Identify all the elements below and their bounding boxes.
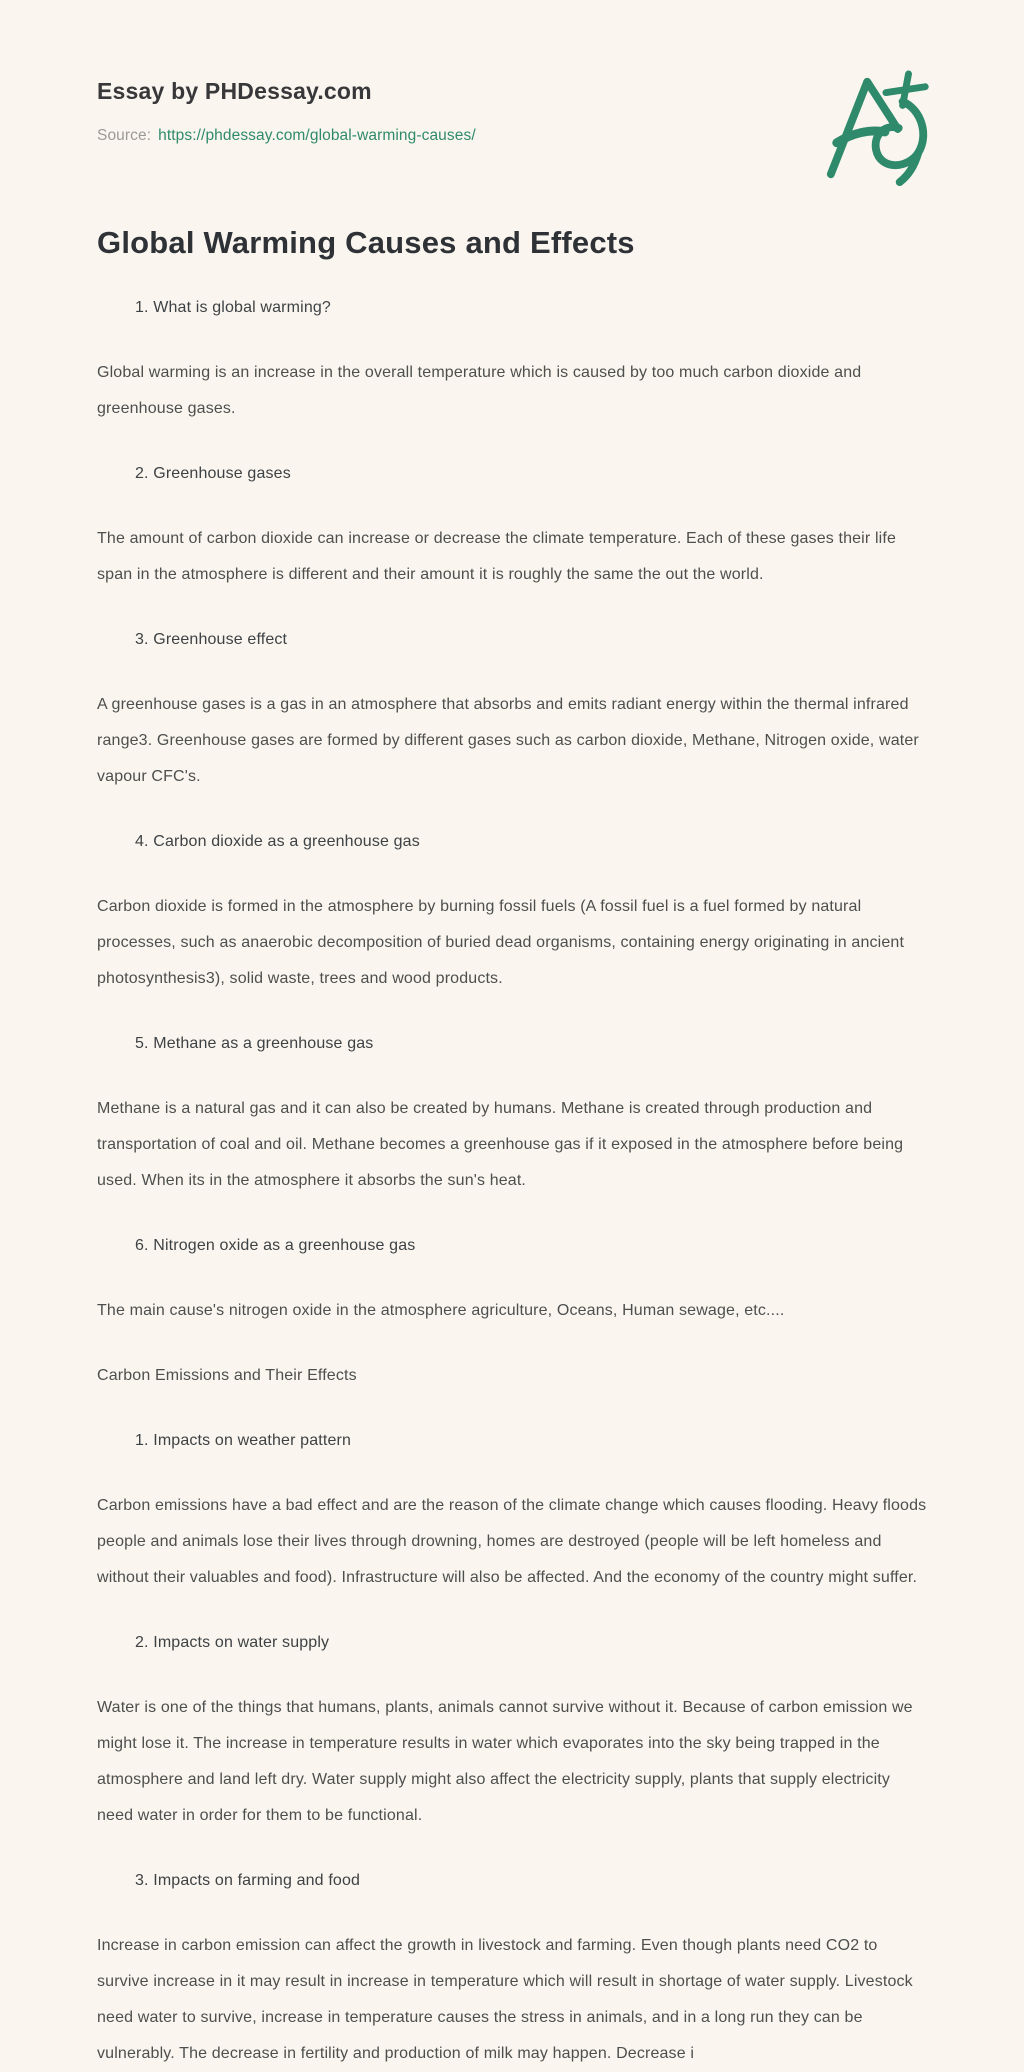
paragraph: Methane is a natural gas and it can also be created by humans. Methane is created through production and transportation of coal and oil. Methane becomes a greenhouse gas if it exposed in the atmosphere before being used. When its in the atmosphere it absorbs the sun's heat. [97, 1100, 904, 1189]
section-heading: 5. Methane as a greenhouse gas [135, 1035, 374, 1052]
source-line [97, 127, 927, 145]
section-heading: 3. Impacts on farming and food [135, 1872, 361, 1889]
paragraph: The main cause's nitrogen oxide in the atmosphere agriculture, Oceans, Human sewage, etc.... [97, 1302, 785, 1319]
header-title: Essay by PHDessay.com [97, 78, 372, 104]
source-label: Source: [97, 127, 152, 144]
section-heading: 2. Impacts on water supply [135, 1634, 330, 1651]
paragraph: Water is one of the things that humans, plants, animals cannot survive without it. Because of carbon emission we might lose it. The increase in temperature results in water which evaporates into the sky being trapped in the atmosphere and land left dry. Water supply might also affect the electricity supply, plants that supply electricity need water in order for them to be functional. [97, 1699, 913, 1824]
paragraph: Global warming is an increase in the overall temperature which is caused by too much carbon dioxide and greenhouse gases. [97, 364, 862, 417]
section-heading: 4. Carbon dioxide as a greenhouse gas [135, 833, 420, 850]
subsection-title: Carbon Emissions and Their Effects [97, 1367, 357, 1384]
section-heading: 2. Greenhouse gases [135, 465, 291, 482]
a-plus-logo-icon [821, 70, 939, 188]
section-heading: 1. What is global warming? [135, 299, 331, 316]
paragraph: A greenhouse gases is a gas in an atmosphere that absorbs and emits radiant energy within the thermal infrared range3. Greenhouse gases are formed by different gases such as carbon dioxide, Methane, Nitrogen oxide, water vapour CFC's. [97, 696, 919, 785]
section-heading: 6. Nitrogen oxide as a greenhouse gas [135, 1237, 416, 1254]
document-title: Global Warming Causes and Effects [97, 225, 635, 260]
section-heading: 3. Greenhouse effect [135, 631, 288, 648]
paragraph: Carbon dioxide is formed in the atmosphere by burning fossil fuels (A fossil fuel is a fuel formed by natural processes, such as anaerobic decomposition of buried dead organisms, containing energy originating in ancient photosynthesis3), solid waste, trees and wood products. [97, 898, 905, 987]
paragraph: The amount of carbon dioxide can increase or decrease the climate temperature. Each of these gases their life span in the atmosphere is different and their amount it is roughly the same the out the world. [97, 530, 897, 583]
paragraph: Increase in carbon emission can affect the growth in livestock and farming. Even though plants need CO2 to survive increase in it may result in increase in temperature which will result in shortage of water supply. Livestock need water to survive, increase in temperature causes the stress in animals, and in a long run they can be vulnerably. The decrease in fertility and production of milk may happen. Decrease i [97, 1937, 913, 2062]
paragraph: Carbon emissions have a bad effect and are the reason of the climate change which causes flooding. Heavy floods people and animals lose their lives through drowning, homes are destroyed (people will be left homeless and without their valuables and food). Infrastructure will also be affected. And the economy of the country might suffer. [97, 1497, 927, 1586]
section-heading: 1. Impacts on weather pattern [135, 1432, 352, 1449]
header [97, 78, 927, 145]
document-body [97, 290, 927, 2072]
source-link[interactable]: https://phdessay.com/global-warming-causes/ [158, 127, 476, 144]
